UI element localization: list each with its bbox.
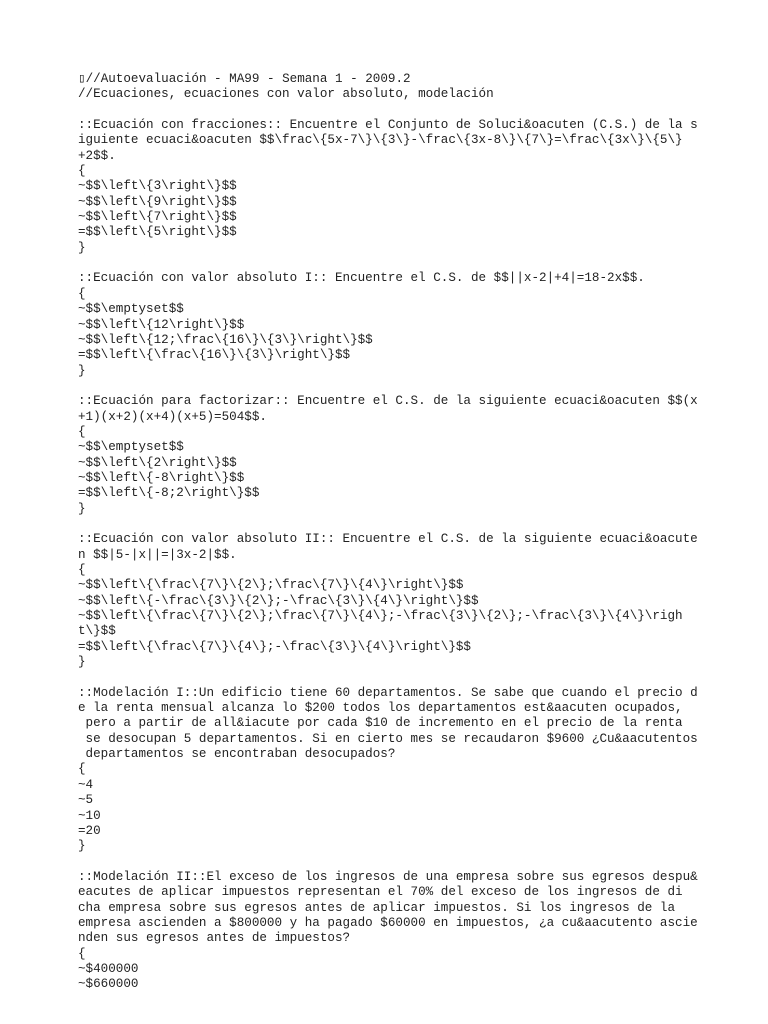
text-line: ~5 xyxy=(78,793,94,808)
text-line: eacutes de aplicar impuestos representan el 70% del exceso de los ingresos de di xyxy=(78,885,683,900)
text-line: =$$\left\{-8;2\right\}$$ xyxy=(78,486,260,501)
text-line: } xyxy=(78,655,86,670)
text-line: { xyxy=(78,424,86,439)
text-line: { xyxy=(78,286,86,301)
blank-line xyxy=(78,855,738,870)
text-line: =20 xyxy=(78,823,101,838)
text-line: { xyxy=(78,164,86,179)
text-line: cha empresa sobre sus egresos antes de aplicar impuestos. Si los ingresos de la xyxy=(78,900,676,915)
text-line: t\}$$ xyxy=(78,624,116,639)
text-line: ~$$\left\{\frac\{7\}\{2\};\frac\{7\}\{4\}\right\}$$ xyxy=(78,578,464,593)
text-line: { xyxy=(78,563,86,577)
text-line: } xyxy=(78,363,86,378)
text-line: ~$$\left\{3\right\}$$ xyxy=(78,179,237,194)
text-line: ~$$\left\{-8\right\}$$ xyxy=(78,470,245,485)
text-line: ~$$\left\{9\right\}$$ xyxy=(78,194,237,209)
text-line: } xyxy=(78,240,86,255)
text-line: =$$\left\{\frac\{7\}\{4\};-\frac\{3\}\{4\}\right\}$$ xyxy=(78,639,471,654)
text-line: } xyxy=(78,501,86,516)
text-line: ~10 xyxy=(78,808,101,823)
text-line: ~$660000 xyxy=(78,977,139,992)
text-line: +2$$. xyxy=(78,148,116,163)
text-line: ~$$\emptyset$$ xyxy=(78,440,184,455)
text-line: ::Ecuación con fracciones:: Encuentre el Conjunto de Soluci&oacuten (C.S.) de la s xyxy=(78,118,698,133)
text-line: ~$$\left\{-\frac\{3\}\{2\};-\frac\{3\}\{4\}\right\}$$ xyxy=(78,593,479,608)
text-line: { xyxy=(78,762,86,777)
text-line: ▯//Autoevaluación - MA99 - Semana 1 - 2009.2 xyxy=(78,72,411,86)
text-line: //Ecuaciones, ecuaciones con valor absoluto, modelación xyxy=(78,87,494,102)
text-line: +1)(x+2)(x+4)(x+5)=504$$. xyxy=(78,409,267,424)
blank-line xyxy=(78,517,738,532)
text-line: ::Ecuación con valor absoluto I:: Encuentre el C.S. de $$||x-2|+4|=18-2x$$. xyxy=(78,271,645,286)
text-line: ~$$\left\{2\right\}$$ xyxy=(78,455,237,470)
text-line: departamentos se encontraban desocupados? xyxy=(78,747,396,762)
text-line: ~$400000 xyxy=(78,961,139,976)
text-line: ~$$\left\{\frac\{7\}\{2\};\frac\{7\}\{4\};-\frac\{3\}\{2\};-\frac\{3\}\{4\}\righ xyxy=(78,609,683,624)
text-line: { xyxy=(78,946,86,961)
text-line: ~4 xyxy=(78,777,94,792)
blank-line xyxy=(78,256,738,271)
blank-line xyxy=(78,670,738,685)
text-line: se desocupan 5 departamentos. Si en cierto mes se recaudaron $9600 ¿Cu&aacutentos xyxy=(78,731,698,746)
text-line: ~$$\left\{7\right\}$$ xyxy=(78,210,237,225)
text-line: =$$\left\{5\right\}$$ xyxy=(78,225,237,240)
text-line: } xyxy=(78,839,86,854)
text-line: n $$|5-|x||=|3x-2|$$. xyxy=(78,547,237,562)
text-line: ~$$\left\{12\right\}$$ xyxy=(78,317,245,332)
document-text xyxy=(78,72,738,993)
text-line: =$$\left\{\frac\{16\}\{3\}\right\}$$ xyxy=(78,348,351,363)
text-line: pero a partir de all&iacute por cada $10 de incremento en el precio de la renta xyxy=(78,716,683,731)
blank-line xyxy=(78,103,738,118)
text-line: ::Ecuación para factorizar:: Encuentre el C.S. de la siguiente ecuaci&oacuten $$(x xyxy=(78,394,698,409)
text-line: ::Modelación II::El exceso de los ingresos de una empresa sobre sus egresos despu& xyxy=(78,869,698,884)
text-line: ~$$\emptyset$$ xyxy=(78,302,184,317)
text-line: empresa ascienden a $800000 y ha pagado $60000 en impuestos, ¿a cu&aacutento ascie xyxy=(78,915,698,930)
text-line: ::Modelación I::Un edificio tiene 60 departamentos. Se sabe que cuando el precio d xyxy=(78,685,698,700)
text-line: nden sus egresos antes de impuestos? xyxy=(78,931,351,946)
blank-line xyxy=(78,379,738,394)
text-line: ~$$\left\{12;\frac\{16\}\{3\}\right\}$$ xyxy=(78,332,373,347)
text-line: e la renta mensual alcanza lo $200 todos los departamentos est&aacuten ocupados, xyxy=(78,701,683,716)
text-line: ::Ecuación con valor absoluto II:: Encuentre el C.S. de la siguiente ecuaci&oacute xyxy=(78,532,698,547)
text-line: iguiente ecuaci&oacuten $$\frac\{5x-7\}\{3\}-\frac\{3x-8\}\{7\}=\frac\{3x\}\{5\} xyxy=(78,133,683,148)
